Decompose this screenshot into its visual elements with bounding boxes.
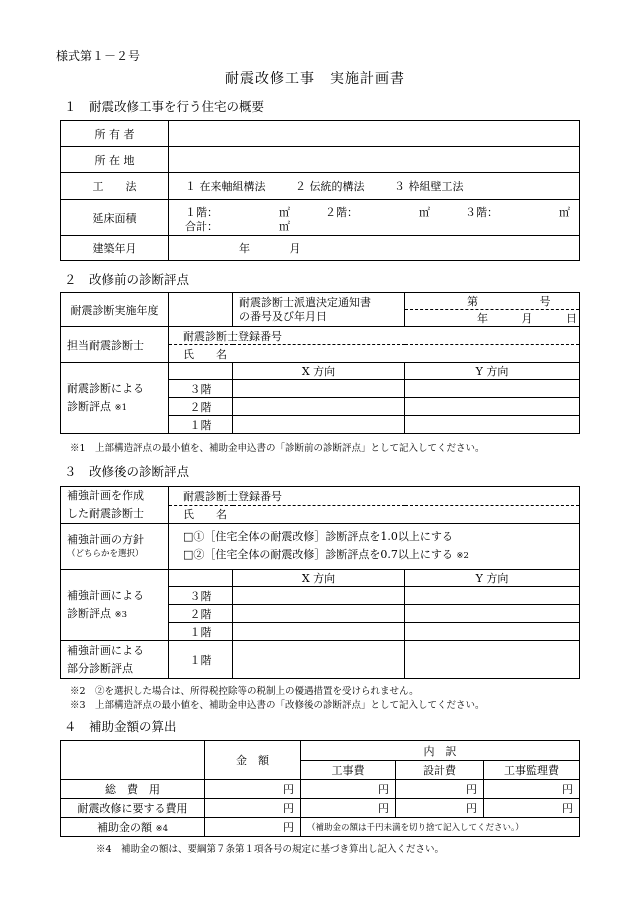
notice-label: 耐震診断士派遣決定通知書 の番号及び年月日 <box>233 293 405 327</box>
note-4: ※4 補助金の額は、要綱第７条第１項各号の規定に基づき算出し記入ください。 <box>96 844 445 855</box>
floor1-label: １階： <box>185 205 218 219</box>
retrofit-design[interactable]: 円 <box>396 799 484 818</box>
location-label: 所 在 地 <box>61 147 169 173</box>
subsidy-label: 補助金の額 ※4 <box>61 818 205 837</box>
total-label: 合計： <box>185 219 218 233</box>
floor-1-label: １階 <box>169 416 233 434</box>
note-1: ※1 上部構造評点の最小値を、補助金申込書の「診断前の診断評点」として記入してください。 <box>70 443 485 454</box>
floor-area-field[interactable] <box>169 200 580 236</box>
floor-area-label: 延床面積 <box>61 200 169 236</box>
plan-x-floor-3-field[interactable] <box>233 587 405 605</box>
method-option-1[interactable]: １ 在来軸組構法 <box>185 180 266 193</box>
amount-header: 金 額 <box>205 741 301 780</box>
diagnostician-label: 担当耐震診断士 <box>61 327 169 363</box>
blank-corner <box>61 741 205 780</box>
policy-option-1[interactable]: □①［住宅全体の耐震改修］診断評点を1.0以上にする <box>183 530 453 543</box>
x-direction-header: X 方向 <box>233 363 405 380</box>
location-field[interactable] <box>169 147 580 173</box>
plan-y-floor-2-field[interactable] <box>405 605 580 623</box>
section-3-heading: ３ 改修後の診断評点 <box>64 464 190 479</box>
reg-number-field[interactable]: 耐震診断士登録番号 <box>169 327 580 345</box>
partial-score-label: 補強計画による 部分診断評点 <box>61 641 169 679</box>
floor3-label: ３階： <box>465 205 498 219</box>
retrofit-construction[interactable]: 円 <box>301 799 396 818</box>
floor1-unit: ㎡ <box>279 205 290 219</box>
method-options[interactable] <box>169 173 580 200</box>
partial-x-field[interactable] <box>233 641 405 679</box>
blank-header-2 <box>169 570 233 587</box>
floor2-label: ２階： <box>325 205 358 219</box>
section-2-table <box>60 292 580 434</box>
plan-floor-3-label: ３階 <box>169 587 233 605</box>
y-floor-1-field[interactable] <box>405 416 580 434</box>
plan-x-floor-1-field[interactable] <box>233 623 405 641</box>
policy-option-2[interactable]: □②［住宅全体の耐震改修］診断評点を0.7以上にする ※2 <box>183 548 469 561</box>
owner-label: 所 有 者 <box>61 121 169 147</box>
built-year: 年 <box>239 242 250 255</box>
floor-3-label: ３階 <box>169 380 233 398</box>
total-construction[interactable]: 円 <box>301 780 396 799</box>
floor2-unit: ㎡ <box>419 205 430 219</box>
score-label: 耐震診断による 診断評点 ※1 <box>61 363 169 434</box>
blank-header <box>169 363 233 380</box>
total-supervision[interactable]: 円 <box>484 780 580 799</box>
maker-reg-field[interactable]: 耐震診断士登録番号 <box>169 487 580 506</box>
y-direction-header-2: Y 方向 <box>405 570 580 587</box>
method-option-3[interactable]: ３ 枠組壁工法 <box>394 180 464 193</box>
supervision-header: 工事監理費 <box>484 761 580 780</box>
built-field[interactable] <box>169 236 580 261</box>
total-cost-amount[interactable]: 円 <box>205 780 301 799</box>
partial-y-field[interactable] <box>405 641 580 679</box>
section-1-table <box>60 120 580 261</box>
built-label: 建築年月 <box>61 236 169 261</box>
x-direction-header-2: X 方向 <box>233 570 405 587</box>
plan-floor-1-label: １階 <box>169 623 233 641</box>
note-2: ※2 ②を選択した場合は、所得税控除等の税制上の優遇措置を受けられません。 <box>70 686 419 697</box>
x-floor-3-field[interactable] <box>233 380 405 398</box>
form-number: 様式第１－２号 <box>56 49 141 63</box>
diag-year-field[interactable] <box>169 293 233 327</box>
x-floor-2-field[interactable] <box>233 398 405 416</box>
note-3: ※3 上部構造評点の最小値を、補助金申込書の「改修後の診断評点」として記入してください。 <box>70 700 485 711</box>
name-field[interactable]: 氏 名 <box>169 345 580 363</box>
diag-year-label: 耐震診断実施年度 <box>61 293 169 327</box>
section-4-heading: ４ 補助金額の算出 <box>64 719 177 734</box>
design-header: 設計費 <box>396 761 484 780</box>
floor3-unit: ㎡ <box>559 205 570 219</box>
section-3-table <box>60 486 580 679</box>
policy-options <box>169 524 580 570</box>
owner-field[interactable] <box>169 121 580 147</box>
section-1-heading: １ 耐震改修工事を行う住宅の概要 <box>64 99 265 114</box>
maker-name-field[interactable]: 氏 名 <box>169 505 580 524</box>
retrofit-cost-label: 耐震改修に要する費用 <box>61 799 205 818</box>
construction-header: 工事費 <box>301 761 396 780</box>
plan-floor-2-label: ２階 <box>169 605 233 623</box>
y-floor-2-field[interactable] <box>405 398 580 416</box>
total-cost-label: 総 費 用 <box>61 780 205 799</box>
plan-score-label: 補強計画による 診断評点 ※3 <box>61 570 169 641</box>
floor-2-label: ２階 <box>169 398 233 416</box>
retrofit-supervision[interactable]: 円 <box>484 799 580 818</box>
maker-label: 補強計画を作成 した耐震診断士 <box>61 487 169 524</box>
method-option-2[interactable]: ２ 伝統的構法 <box>295 180 365 193</box>
retrofit-cost-amount[interactable]: 円 <box>205 799 301 818</box>
y-direction-header: Y 方向 <box>405 363 580 380</box>
total-unit: ㎡ <box>279 219 290 233</box>
notice-number-field[interactable]: 第 号 <box>405 293 580 310</box>
built-month: 月 <box>289 242 301 255</box>
method-label: 工 法 <box>61 173 169 200</box>
x-floor-1-field[interactable] <box>233 416 405 434</box>
subsidy-note: （補助金の額は千円未満を切り捨て記入してください。） <box>301 818 580 837</box>
policy-label: 補強計画の方針 （どちらかを選択） <box>61 524 169 570</box>
plan-x-floor-2-field[interactable] <box>233 605 405 623</box>
total-design[interactable]: 円 <box>396 780 484 799</box>
breakdown-header: 内 訳 <box>301 741 580 761</box>
plan-y-floor-1-field[interactable] <box>405 623 580 641</box>
page-title: 耐震改修工事 実施計画書 <box>225 71 405 87</box>
section-2-heading: ２ 改修前の診断評点 <box>64 272 190 287</box>
section-4-table <box>60 740 580 837</box>
plan-y-floor-3-field[interactable] <box>405 587 580 605</box>
partial-floor-label: １階 <box>169 641 233 679</box>
y-floor-3-field[interactable] <box>405 380 580 398</box>
notice-date-field[interactable]: 年 月 日 <box>405 310 580 327</box>
subsidy-amount[interactable]: 円 <box>205 818 301 837</box>
